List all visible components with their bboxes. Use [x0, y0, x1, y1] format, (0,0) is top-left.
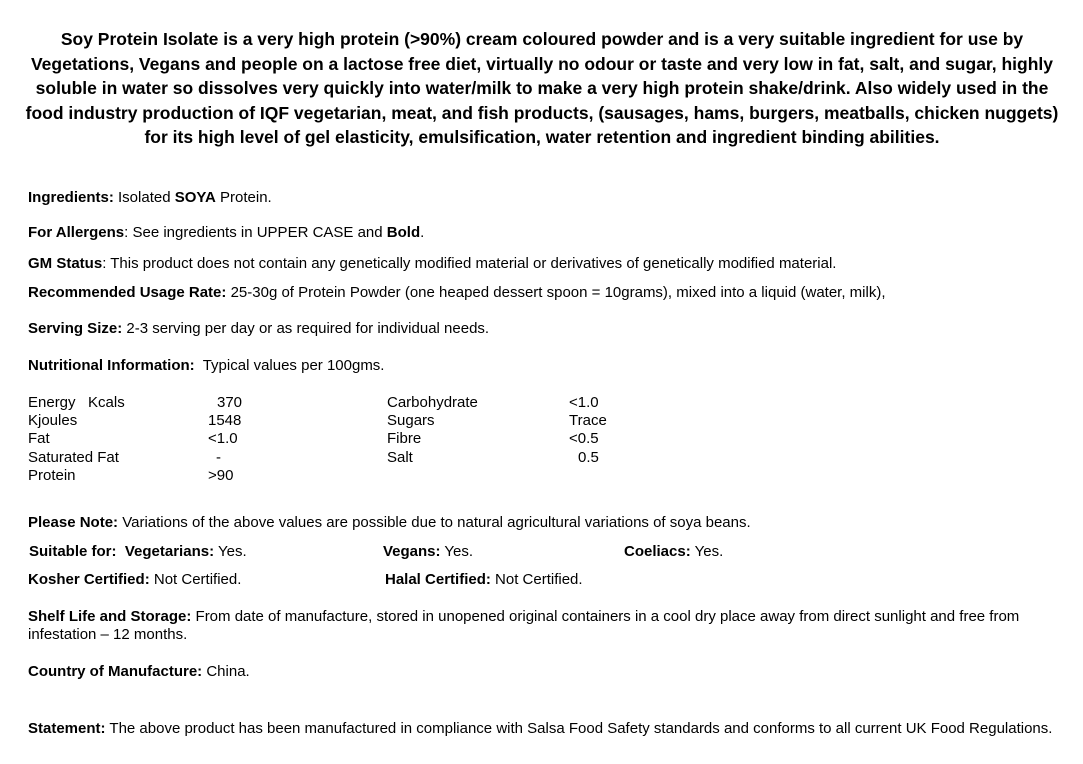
nutrition-text: Typical values per 100gms. [194, 357, 385, 374]
suitable-for-label: Suitable for: [29, 543, 117, 560]
nutrient-value: <1.0 [208, 430, 238, 447]
statement-label: Statement: [28, 720, 106, 737]
allergens-label: For Allergens [28, 224, 125, 241]
vegans-label: Vegans: [383, 543, 441, 560]
gm-status-text: : This product does not contain any genetically modified material or derivatives of genetically modified material. [102, 255, 837, 272]
suitable-coeliacs [624, 543, 723, 561]
allergens-line [28, 224, 424, 242]
suitable-vegans [383, 543, 473, 561]
please-note-label: Please Note: [28, 514, 119, 531]
halal-value: Not Certified. [490, 571, 583, 588]
ingredients-allergen: SOYA [174, 189, 216, 206]
allergens-text-post: . [420, 224, 425, 241]
nutrition-heading [28, 357, 384, 375]
country-line [28, 663, 250, 681]
serving-size-text: 2-3 serving per day or as required for individual needs. [122, 320, 490, 337]
vegetarians-value: Yes. [214, 543, 247, 560]
usage-rate-line [28, 284, 886, 302]
please-note-text: Variations of the above values are possible due to natural agricultural variations of soya beans. [118, 514, 751, 531]
ingredients-label: Ingredients: [28, 189, 114, 206]
coeliacs-label: Coeliacs: [624, 543, 691, 560]
nutrient-value: 0.5 [578, 449, 599, 466]
serving-size-line [28, 320, 489, 338]
nutrient-value: <0.5 [569, 430, 599, 447]
nutrient-value: - [216, 449, 221, 466]
vegetarians-label: Vegetarians: [124, 543, 215, 560]
country-label: Country of Manufacture: [28, 663, 203, 680]
nutrient-value: 370 [217, 394, 243, 411]
nutrition-label: Nutritional Information: [28, 357, 195, 374]
nutrient-name: Fat [28, 430, 50, 447]
product-description: Soy Protein Isolate is a very high protein (>90%) cream coloured powder and is a very suitable ingredient for use by Vegetations, Vegans and people on a lactose free diet, virtually no odour or taste and very low in fat, salt, and sugar, highly soluble in water so dissolves very quickly into water/milk to make a very high protein shake/drink. Also widely used in the food industry production of IQF vegetarian, meat, and fish products, (sausages, hams, burgers, meatballs, chicken nuggets) for its high level of gel elasticity, emulsification, water retention and ingredient binding abilities. [25, 29, 1059, 147]
nutrient-name: Salt [387, 449, 413, 466]
suitable-vegetarians [29, 543, 247, 561]
kosher-value: Not Certified. [149, 571, 242, 588]
gm-status-line [28, 255, 836, 273]
nutrient-name: Sugars [387, 412, 435, 429]
country-text: China. [202, 663, 250, 680]
nutrient-value: <1.0 [569, 394, 599, 411]
halal-label: Halal Certified: [385, 571, 491, 588]
usage-rate-label: Recommended Usage Rate: [28, 284, 227, 301]
kosher-label: Kosher Certified: [28, 571, 150, 588]
please-note-line [28, 514, 751, 532]
nutrient-name: Protein [28, 467, 76, 484]
nutrient-value: Trace [569, 412, 607, 429]
nutrient-value: >90 [208, 467, 234, 484]
usage-rate-text: 25-30g of Protein Powder (one heaped dessert spoon = 10grams), mixed into a liquid (water, milk), [226, 284, 886, 301]
nutrient-name: Carbohydrate [387, 394, 478, 411]
allergens-text-pre: : See ingredients in UPPER CASE and [124, 224, 387, 241]
nutrient-name: Energy Kcals [28, 394, 125, 411]
halal-certification [385, 571, 583, 589]
ingredients-text-post: Protein. [215, 189, 272, 206]
ingredients-line [28, 189, 272, 207]
nutrient-name: Saturated Fat [28, 449, 119, 466]
nutrient-name: Kjoules [28, 412, 78, 429]
serving-size-label: Serving Size: [28, 320, 123, 337]
statement-text: The above product has been manufactured in compliance with Salsa Food Safety standards and conforms to all current UK Food Regulations. [105, 720, 1053, 737]
nutrient-value: 1548 [208, 412, 242, 429]
allergens-bold-word: Bold [386, 224, 421, 241]
ingredients-text-pre: Isolated [113, 189, 175, 206]
shelf-life-text: From date of manufacture, stored in unopened original containers in a cool dry place away from direct sunlight and free from infestation – 12 months. [28, 608, 1020, 643]
kosher-certification [28, 571, 241, 589]
statement-line [28, 720, 1058, 738]
vegans-value: Yes. [440, 543, 474, 560]
gm-status-label: GM Status [28, 255, 103, 272]
shelf-life-label: Shelf Life and Storage: [28, 608, 192, 625]
shelf-life-line [28, 608, 1058, 644]
coeliacs-value: Yes. [690, 543, 724, 560]
nutrient-name: Fibre [387, 430, 422, 447]
